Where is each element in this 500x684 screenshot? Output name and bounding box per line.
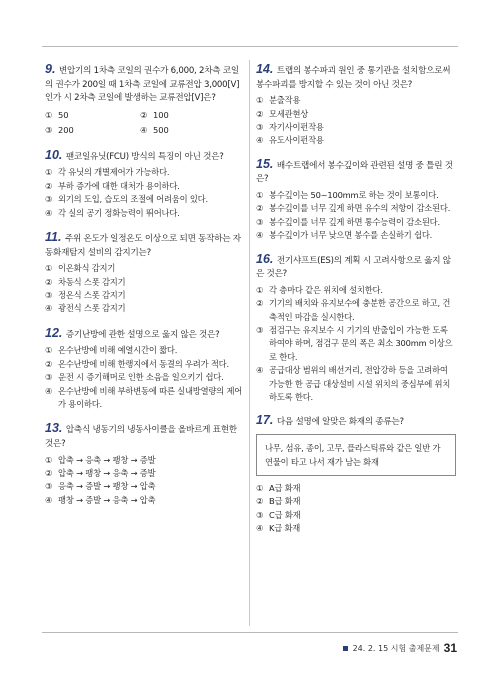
option[interactable]: ③ 정온식 스폿 감지기 xyxy=(45,290,126,300)
option[interactable]: ① 압축 → 응축 → 팽창 → 증발 xyxy=(45,454,156,465)
footer-text: 24. 2. 15 시험 출제문제 xyxy=(352,643,440,653)
question-number: 12. xyxy=(45,325,63,340)
option[interactable]: ③ 자기사이펀작용 xyxy=(256,122,324,132)
question-stem: 다음 설명에 알맞은 화재의 종류는? xyxy=(276,417,404,428)
right-column xyxy=(256,63,456,536)
option[interactable]: ① 50 xyxy=(45,109,69,120)
page-footer xyxy=(343,641,457,655)
question-14 xyxy=(256,63,456,148)
answer-options xyxy=(45,166,245,220)
answer-options xyxy=(256,284,456,405)
option[interactable]: ② 100 xyxy=(140,109,169,120)
answer-options xyxy=(45,262,245,316)
option[interactable]: ④ 팽창 → 증발 → 응축 → 압축 xyxy=(45,494,156,505)
question-number: 15. xyxy=(256,156,274,171)
question-number: 13. xyxy=(45,421,63,436)
option[interactable]: ③ C급 화재 xyxy=(256,509,301,520)
question-stem: 트랩의 봉수파괴 원인 중 통기관을 설치함으로써 봉수파괴를 방지할 수 있는 것이 아닌 것은? xyxy=(256,66,451,90)
column-divider xyxy=(249,60,250,626)
option[interactable]: ① 온수난방에 비해 예열시간이 짧다. xyxy=(45,345,178,356)
option[interactable]: ④ 광전식 스폿 감지기 xyxy=(45,303,126,314)
answer-options xyxy=(45,454,245,508)
question-15 xyxy=(256,158,456,243)
bottom-rule xyxy=(42,632,458,633)
description-box: 나무, 섬유, 종이, 고무, 플라스틱류와 같은 일반 가연물이 타고 나서 재가 남는 화재 xyxy=(256,434,456,476)
option[interactable]: ② 온수난방에 비해 한랭지에서 동결의 우려가 적다. xyxy=(45,358,229,369)
option[interactable]: ① 각 유닛의 개별제어가 가능하다. xyxy=(45,167,170,178)
question-number: 11. xyxy=(45,230,62,244)
option[interactable]: ② 부하 증가에 대한 대처가 용이하다. xyxy=(45,180,180,191)
option[interactable]: ① 분출작용 xyxy=(256,95,301,106)
question-16 xyxy=(256,253,456,405)
question-12 xyxy=(45,327,245,412)
question-number: 16. xyxy=(256,251,274,266)
question-stem: 배수트랩에서 봉수깊이와 관련된 설명 중 틀린 것은? xyxy=(256,160,453,185)
question-stem: 주위 온도가 일정온도 이상으로 되면 동작하는 자동화재탐지 설비의 감지기는? xyxy=(45,234,241,258)
question-10 xyxy=(45,149,245,220)
answer-options xyxy=(256,94,456,148)
option[interactable]: ③ 운전 시 증기해머로 인한 소음을 일으키기 쉽다. xyxy=(45,372,224,383)
option[interactable]: ① A급 화재 xyxy=(256,483,301,494)
question-number: 10. xyxy=(45,147,63,162)
option[interactable]: ④ K급 화재 xyxy=(256,523,301,534)
question-17 xyxy=(256,414,456,535)
question-stem: 압축식 냉동기의 냉동사이클을 올바르게 표현한 것은? xyxy=(45,425,237,450)
option[interactable]: ③ 200 xyxy=(45,125,74,136)
question-stem: 증기난방에 관한 설명으로 옳지 않은 것은? xyxy=(65,329,220,340)
option[interactable]: ④ 공급대상 범위의 배선거리, 전압강하 등을 고려하여 가능한 한 공급 대상설비 시설 위치의 중심부에 위치하도록 한다. xyxy=(256,365,451,403)
option[interactable]: ③ 외기의 도입, 습도의 조절에 어려움이 있다. xyxy=(45,194,208,205)
answer-options xyxy=(256,189,456,243)
option[interactable]: ② 압축 → 팽창 → 응축 → 증발 xyxy=(45,468,156,479)
option[interactable]: ① 이온화식 감지기 xyxy=(45,263,116,274)
square-bullet-icon xyxy=(343,646,348,651)
question-11 xyxy=(45,231,245,316)
option[interactable]: ② 기기의 배치와 유지보수에 충분한 공간으로 하고, 건축적인 마감을 실시한다. xyxy=(256,298,451,322)
option[interactable]: ② 모세관현상 xyxy=(256,108,309,119)
question-number: 9. xyxy=(45,62,56,76)
option[interactable]: ③ 점검구는 유지보수 시 기기의 반출입이 가능한 도록 하여야 하며, 점검구 문의 폭은 최소 300mm 이상으로 한다. xyxy=(256,325,453,362)
option[interactable]: ① 각 층마다 같은 위치에 설치한다. xyxy=(256,284,383,295)
left-column xyxy=(45,63,245,507)
top-rule xyxy=(42,46,458,47)
option[interactable]: ③ 봉수깊이를 너무 깊게 하면 통수능력이 감소된다. xyxy=(256,216,440,227)
page-number: 31 xyxy=(443,641,457,655)
option[interactable]: ② 차동식 스폿 감지기 xyxy=(45,276,126,287)
question-stem: 팬코일유닛(FCU) 방식의 특징이 아닌 것은? xyxy=(65,151,224,162)
question-stem: 변압기의 1차측 코일의 권수가 6,000, 2차측 코일의 권수가 200일 때 1차측 코일에 교류전압 3,000[V] 인가 시 2차측 코일에 발생하는 교류전압[V]은? xyxy=(45,66,240,104)
option[interactable]: ④ 각 실의 공기 정화능력이 뛰어나다. xyxy=(45,207,180,218)
option[interactable]: ④ 유도사이펀작용 xyxy=(256,135,324,146)
option[interactable]: ② 봉수깊이를 너무 깊게 하면 유수의 저항이 감소된다. xyxy=(256,203,451,214)
answer-options xyxy=(45,344,245,411)
question-13 xyxy=(45,422,245,507)
question-number: 14. xyxy=(256,62,274,76)
option[interactable]: ④ 500 xyxy=(140,125,169,136)
option[interactable]: ① 봉수깊이는 50~100mm로 하는 것이 보통이다. xyxy=(256,190,439,200)
question-9 xyxy=(45,63,245,139)
question-number: 17. xyxy=(256,413,274,428)
answer-options xyxy=(256,482,456,536)
option[interactable]: ③ 응축 → 증발 → 팽창 → 압축 xyxy=(45,481,156,492)
question-stem: 전기샤프트(ES)의 계획 시 고려사항으로 옳지 않은 것은? xyxy=(256,255,451,280)
option[interactable]: ② B급 화재 xyxy=(256,496,301,507)
answer-options xyxy=(45,108,245,139)
option[interactable]: ④ 온수난방에 비해 부하변동에 따른 실내방열량의 제어가 용이하다. xyxy=(45,385,243,410)
option[interactable]: ④ 봉수깊이가 너무 낮으면 봉수를 손실하기 쉽다. xyxy=(256,230,433,241)
